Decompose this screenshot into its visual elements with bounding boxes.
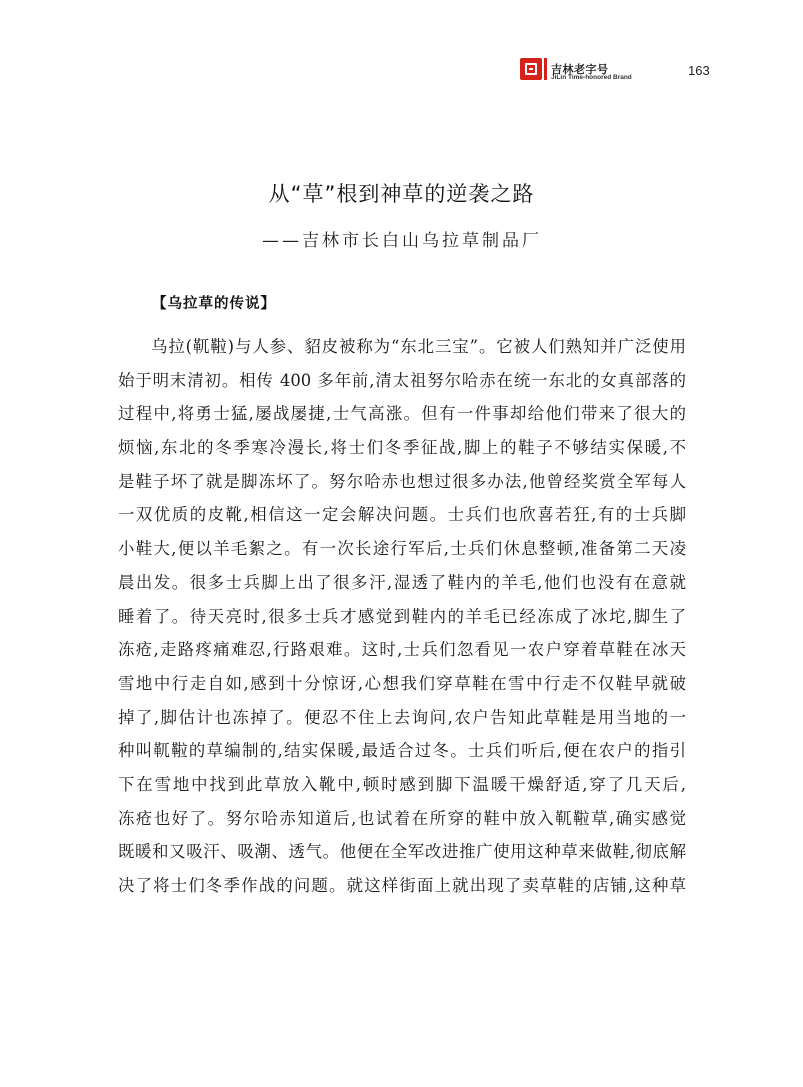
text-line: 种叫靰鞡的草编制的,结实保暖,最适合过冬。士兵们听后,便在农户的指引 — [118, 741, 686, 761]
text-line: 一双优质的皮靴,相信这一定会解决问题。士兵们也欣喜若狂,有的士兵脚 — [118, 505, 686, 525]
section-heading: 【乌拉草的传说】 — [152, 296, 276, 312]
body-paragraph — [118, 330, 686, 903]
text-line: 过程中,将勇士猛,屡战屡捷,士气高涨。但有一件事却给他们带来了很大的 — [118, 404, 686, 424]
logo-divider — [544, 58, 547, 80]
text-line: 冻疮也好了。努尔哈赤知道后,也试着在所穿的鞋中放入靰鞡草,确实感觉 — [118, 808, 686, 828]
text-line: 下在雪地中找到此草放入靴中,顿时感到脚下温暖干燥舒适,穿了几天后, — [118, 774, 686, 794]
text-line: 睡着了。待天亮时,很多士兵才感觉到鞋内的羊毛已经冻成了冰坨,脚生了 — [118, 606, 686, 626]
article-subtitle: ——吉林市长白山乌拉草制品厂 — [262, 231, 542, 251]
brand-logo-icon — [520, 58, 542, 80]
text-line: 晨出发。很多士兵脚上出了很多汗,湿透了鞋内的羊毛,他们也没有在意就 — [118, 572, 686, 592]
text-line: 乌拉(靰鞡)与人参、貂皮被称为“东北三宝”。它被人们熟知并广泛使用 — [151, 337, 686, 356]
brand-name-cn: 吉林老字号 — [551, 63, 609, 76]
text-line: 雪地中行走自如,感到十分惊讶,心想我们穿草鞋在雪中行走不仅鞋早就破 — [118, 673, 686, 693]
article-title: 从“草”根到神草的逆袭之路 — [268, 182, 535, 206]
text-line: 冻疮,走路疼痛难忍,行路艰难。这时,士兵们忽看见一农户穿着草鞋在冰天 — [118, 640, 686, 660]
brand-name-en: JiLin Time-honored Brand — [551, 74, 632, 81]
text-line: 烦恼,东北的冬季寒冷漫长,将士们冬季征战,脚上的鞋子不够结实保暖,不 — [118, 438, 686, 458]
text-line: 既暖和又吸汗、吸潮、透气。他便在全军改进推广使用这种草来做鞋,彻底解 — [118, 842, 686, 862]
text-line: 是鞋子坏了就是脚冻坏了。努尔哈赤也想过很多办法,他曾经奖赏全军每人 — [118, 471, 686, 491]
text-line: 决了将士们冬季作战的问题。就这样街面上就出现了卖草鞋的店铺,这种草 — [118, 876, 686, 895]
text-line: 掉了,脚估计也冻掉了。便忍不住上去询问,农户告知此草鞋是用当地的一 — [118, 707, 686, 727]
text-line: 始于明末清初。相传 400 多年前,清太祖努尔哈赤在统一东北的女真部落的 — [118, 370, 686, 390]
page-number: 163 — [688, 63, 710, 78]
text-line: 小鞋大,便以羊毛絮之。有一次长途行军后,士兵们休息整顿,准备第二天凌 — [118, 539, 686, 559]
